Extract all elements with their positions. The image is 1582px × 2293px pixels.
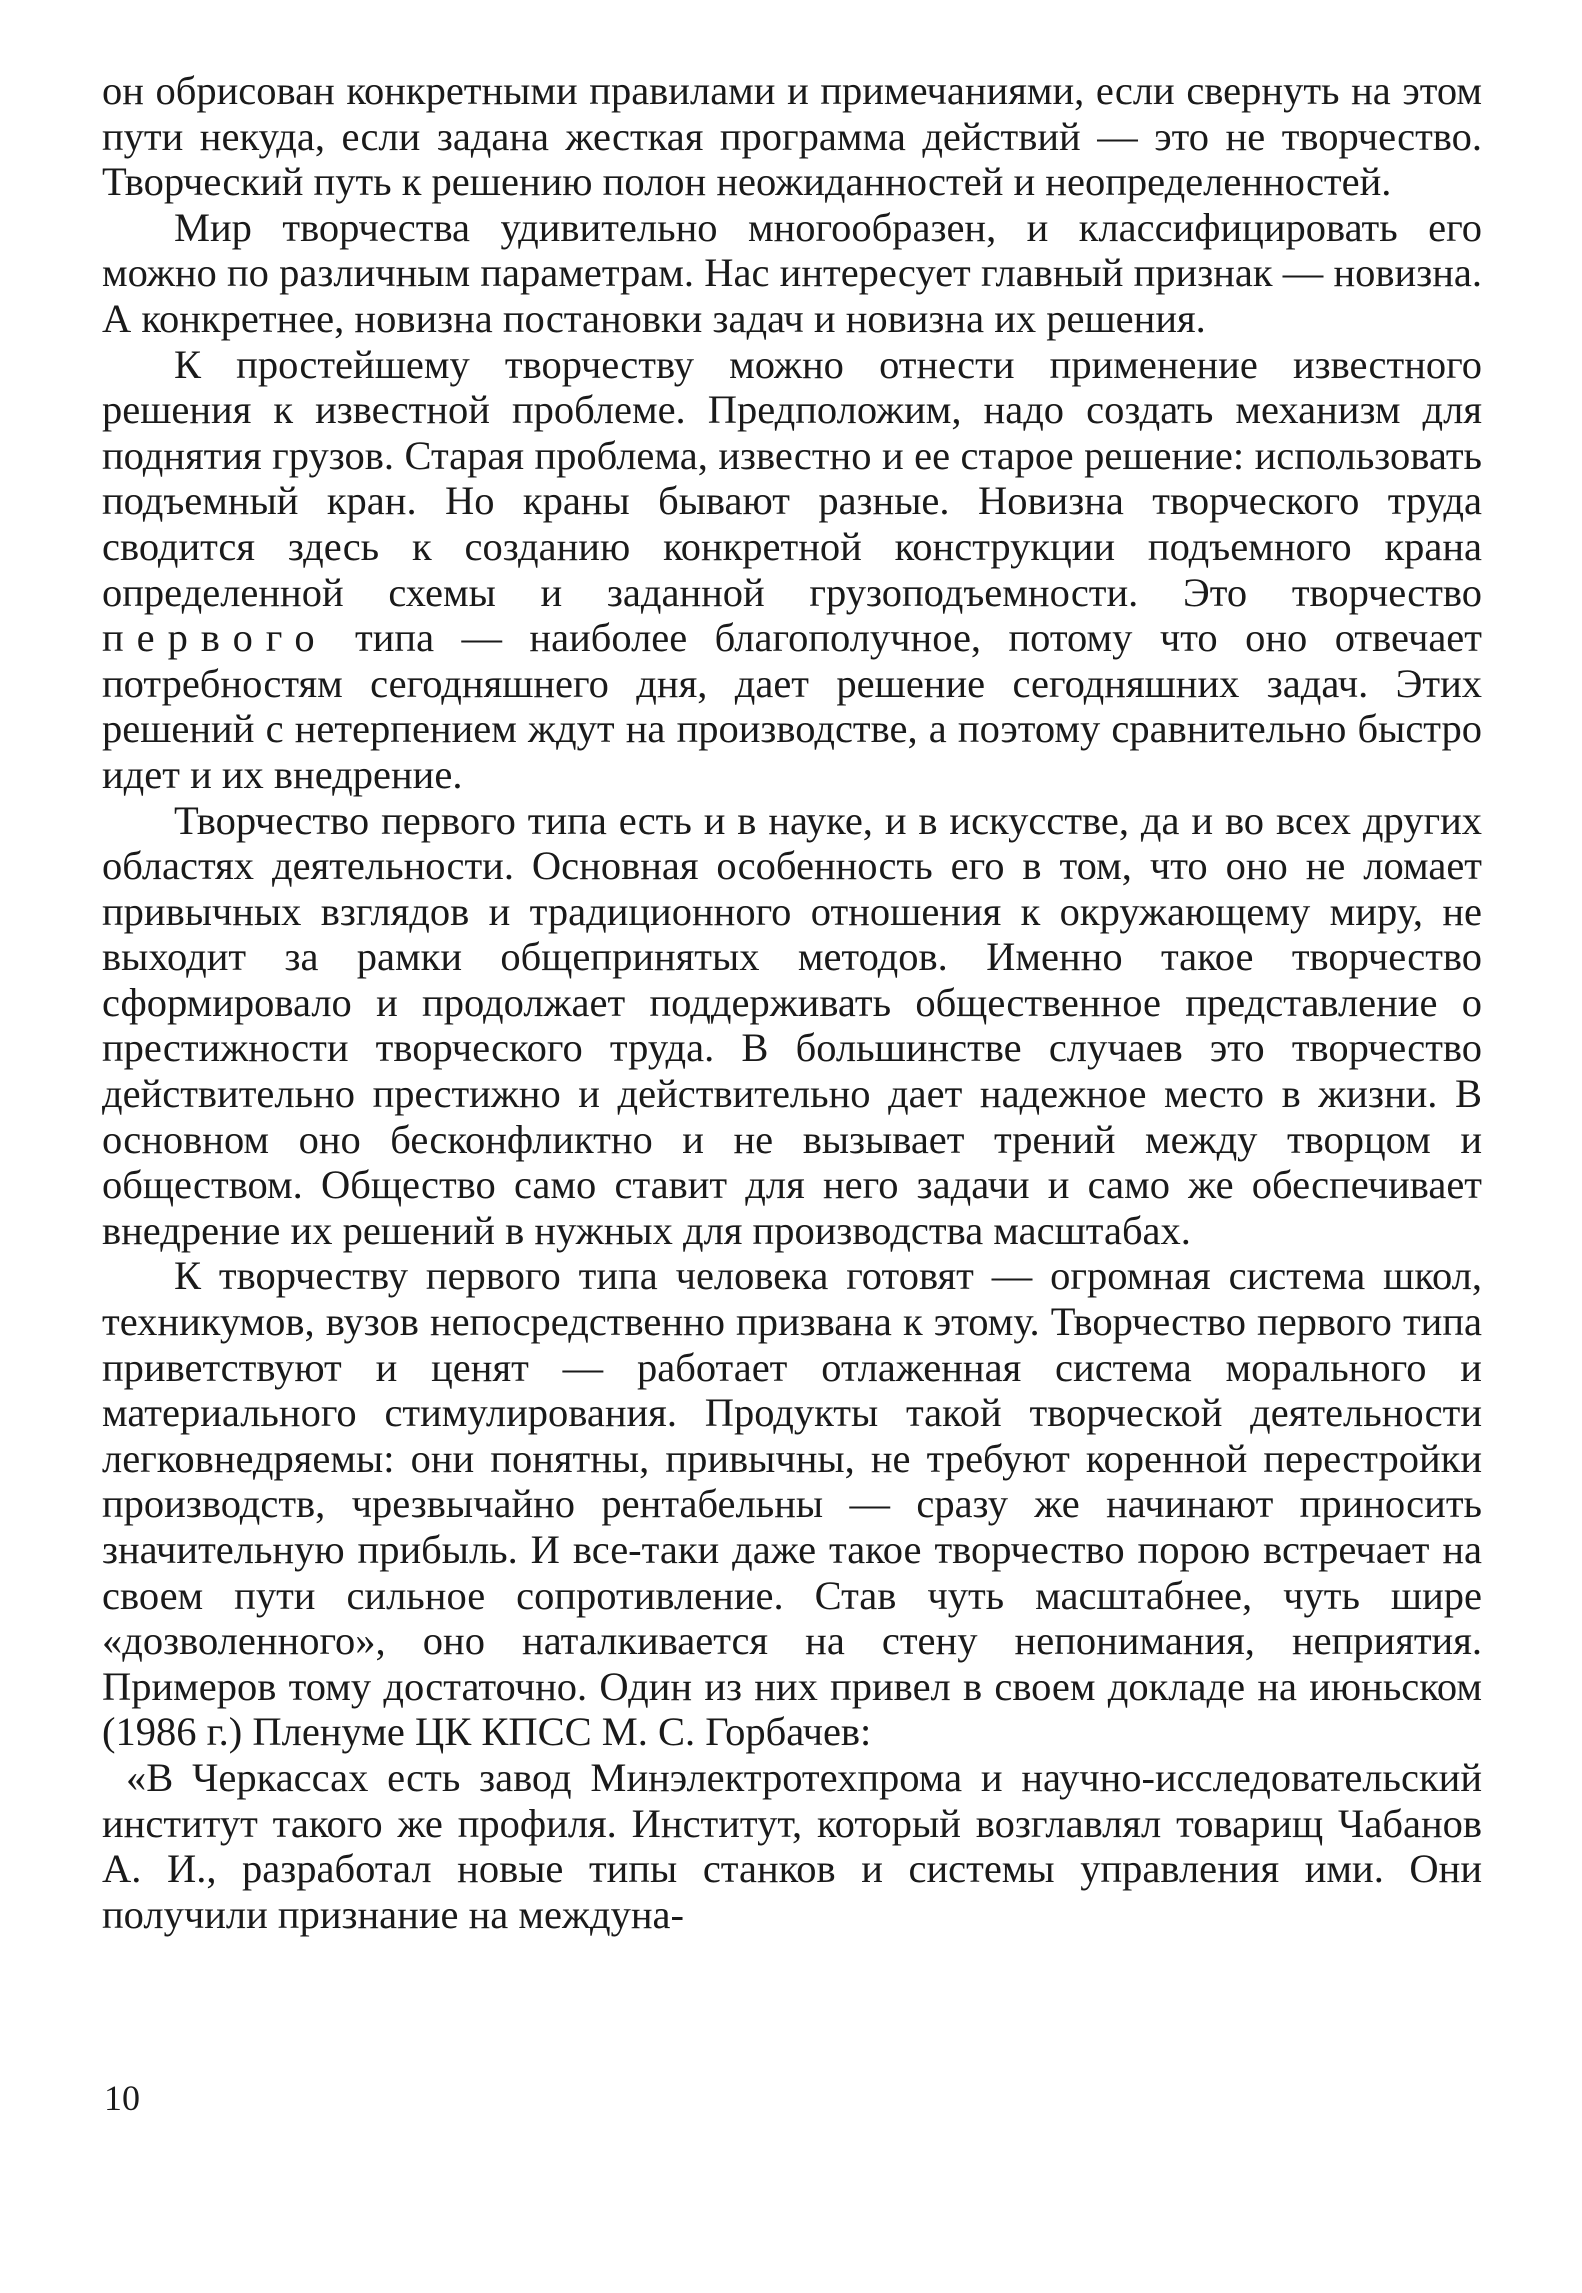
paragraph-first-type-spheres: Творчество первого типа есть и в науке, и в искусстве, да и во всех других областях деятельности. Основная особенность его в том, что оно не ломает привычных взглядов и традиционного отношения к окружающему миру, не выходит за рамки общепринятых методов. Именно такое творчество сформировало и продолжает поддерживать общественное представление о престижности творческого труда. В большинстве случаев это творчество действительно престижно и действительно дает надежное место в жизни. В основном оно бесконфликтно и не вызывает трений между творцом и обществом. Общество само ставит для него задачи и само же обеспечивает внедрение их решений в нужных для производства масштабах. (102, 797, 1482, 1253)
paragraph-first-type-definition (102, 342, 1482, 798)
page-number: 10 (104, 2078, 140, 2118)
paragraph-first-type-training: К творчеству первого типа человека готовят — огромная система школ, техникумов, вузов непосредственно призвана к этому. Творчество первого типа приветствуют и ценят — работает отлаженная система морального и материального стимулирования. Продукты такой творческой деятельности легковнедряемы: они понятны, привычны, не требуют коренной перестройки производств, чрезвычайно рентабельны — сразу же начинают приносить значительную прибыль. И все-таки даже такое творчество порою встречает на своем пути сильное сопротивление. Став чуть масштабнее, чуть шире «дозволенного», оно наталкивается на стену непонимания, неприятия. Примеров тому достаточно. Один из них привел в своем докладе на июньском (1986 г.) Пленуме ЦК КПСС М. С. Горбачев: (102, 1253, 1482, 1755)
spaced-emphasis-word: первого (102, 615, 328, 661)
body-text (102, 68, 1482, 1937)
paragraph-novelty: Мир творчества удивительно многообразен, и классифицировать его можно по различным параметрам. Нас интересует главный признак — новизна. А конкретнее, новизна постановки задач и новизна их решения. (102, 204, 1482, 341)
paragraph-quote: «В Черкассах есть завод Минэлектротехпрома и научно-исследовательский институт такого же профиля. Институт, который возглавлял товарищ Чабанов А. И., разработал новые типы станков и системы управления ими. Они получили признание на междуна- (102, 1754, 1482, 1937)
paragraph-continuation: он обрисован конкретными правилами и примечаниями, если свернуть на этом пути некуда, если задана жесткая программа действий — это не творчество. Творческий путь к решению полон неожиданностей и неопределенностей. (102, 68, 1482, 205)
paragraph-first-type-after: типа — наиболее благополучное, потому что оно отвечает потребностям сегодняшнего дня, дает решение сегодняшних задач. Этих решений с нетерпением ждут на производстве, а поэтому сравнительно быстро идет и их внедрение. (102, 615, 1482, 797)
paragraph-first-type-before: К простейшему творчеству можно отнести применение известного решения к известной проблеме. Предположим, надо создать механизм для поднятия грузов. Старая проблема, известно и ее старое решение: использовать подъемный кран. Но краны бывают разные. Новизна творческого труда сводится здесь к созданию конкретной конструкции подъемного крана определенной схемы и заданной грузоподъемности. Это творчество (102, 341, 1482, 615)
